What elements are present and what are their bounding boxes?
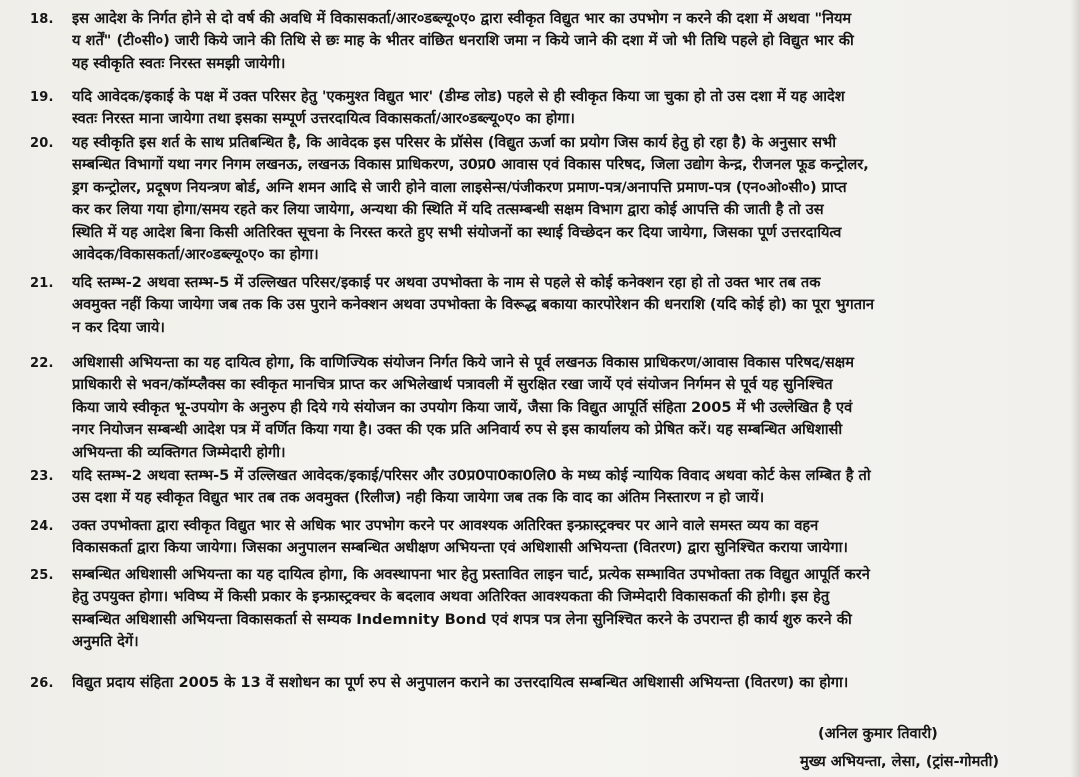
condition-text xyxy=(72,272,1062,339)
condition-line: उस दशा में यह स्वीकृत विद्युत भार तब तक अवमुक्त (रिलीज) नही किया जायेगा जब तक कि वाद का अंतिम निस्तारण न हो जायें। xyxy=(72,489,765,507)
condition-line: विद्युत प्रदाय संहिता 2005 के 13 वें सशोधन का पूर्ण रुप से अनुपालन कराने का उत्तरदायित्व सम्बन्धित अधिशासी अभियन्ता (वितरण) का होगा। xyxy=(72,674,849,691)
condition-number: 24. xyxy=(30,519,54,534)
condition-line: न कर दिया जाये। xyxy=(72,318,165,336)
condition-line: अनुमति देगें। xyxy=(72,633,139,651)
condition-line: अवमुक्त नहीं किया जायेगा जब तक कि उस पुराने कनेक्शन अथवा उपभोक्ता के विरूद्ध बकाया कारपोरेशन की धनराशि (यदि कोई हो) का पूरा भुगतान xyxy=(72,296,874,314)
condition-line: सम्बन्धित विभागों यथा नगर निगम लखनऊ, लखनऊ विकास प्राधिकरण, उ0प्र0 आवास एवं विकास परिषद, जिला उद्योग केन्द्र, रीजनल फूड कन्ट्रोलर, xyxy=(72,156,869,174)
condition-text xyxy=(72,86,1062,131)
condition-line: नगर नियोजन सम्बन्धी आदेश पत्र में वर्णित किया गया है। उक्त की एक प्रति अनिवार्य रुप से इस कार्यालय को प्रेषित करें। यह सम्बन्धित अधिशासी xyxy=(72,421,843,439)
condition-line: स्थिति में यह आदेश बिना किसी अतिरिक्त सूचना के निरस्त करते हुए सभी संयोजनों का स्थाई विच्छेदन कर दिया जायेगा, जिसका पूर्ण उत्तरदायित्व xyxy=(72,223,842,241)
condition-number: 22. xyxy=(30,356,54,371)
condition-line: यदि आवेदक/इकाई के पक्ष में उक्त परिसर हेतु 'एकमुश्त विद्युत भार' (डीम्ड लोड) पहले से ही स्वीकृत किया जा चुका हो तो उस दशा में यह आदेश xyxy=(72,88,845,105)
condition-number: 19. xyxy=(30,90,54,105)
condition-line: आवेदक/विकासकर्ता/आर०डब्ल्यू०ए० का होगा। xyxy=(72,246,319,264)
condition-text xyxy=(72,515,1062,560)
condition-number: 25. xyxy=(30,568,54,583)
condition-line: किया जाये स्वीकृत भू-उपयोग के अनुरुप ही दिये गये संयोजन का उपयोग किया जायें, जैसा कि विद्युत आपूर्ति संहिता 2005 में भी उल्लेखित है एवं xyxy=(72,398,853,416)
condition-line: कर कर लिया गया होगा/समय रहते कर लिया जायेगा, अन्यथा की स्थिति में यदि तत्सम्बन्धी सक्षम विभाग द्वारा कोई आपत्ति की जाती है तो उस xyxy=(72,201,824,219)
condition-line: प्राधिकारी से भवन/कॉम्प्लैक्स का स्वीकृत मानचित्र प्राप्त कर अभिलेखार्थ पत्रावली में सुरक्षित रखा जायें एवं संयोजन निर्गमन से पूर्व यह सुनिश्चित xyxy=(72,376,833,394)
condition-line: इस आदेश के निर्गत होने से दो वर्ष की अवधि में विकासकर्ता/आर०डब्ल्यू०ए० द्वारा स्वीकृत विद्युत भार का उपभोग न करने की दशा में अथवा "नियम xyxy=(72,10,852,27)
condition-line: यदि स्तम्भ-2 अथवा स्तम्भ-5 में उल्लिखत आवेदक/इकाई/परिसर और उ0प्र0पा0का0लि0 के मध्य कोई न्यायिक विवाद अथवा कोर्ट केस लम्बित है तो xyxy=(72,467,871,484)
condition-line: य शर्तें" (टी०सी०) जारी किये जाने की तिथि से छः माह के भीतर वांछित धनराशि जमा न किये जाने की दशा में जो भी तिथि पहले हो विद्युत भार की xyxy=(72,32,854,50)
condition-text xyxy=(72,465,1062,510)
condition-number: 26. xyxy=(30,676,54,691)
condition-line: यह स्वीकृति इस शर्त के साथ प्रतिबन्धित है, कि आवेदक इस परिसर के प्रॉसेस (विद्युत ऊर्जा का प्रयोग जिस कार्य हेतु हो रहा है) के अनुसार सभी xyxy=(72,134,836,151)
condition-line: स्वतः निरस्त माना जायेगा तथा इसका सम्पूर्ण उत्तरदायित्व विकासकर्ता/आर०डब्ल्यू०ए० का होगा। xyxy=(72,110,575,128)
condition-text xyxy=(72,352,1062,464)
condition-number: 18. xyxy=(30,12,54,27)
condition-text xyxy=(72,8,1062,75)
condition-line: अधिशासी अभियन्ता का यह दायित्व होगा, कि वाणिज्यिक संयोजन निर्गत किये जाने से पूर्व लखनऊ विकास प्राधिकरण/आवास विकास परिषद/सक्षम xyxy=(72,354,854,371)
signature-block xyxy=(800,720,1070,776)
condition-line: सम्बन्धित अधिशासी अभियन्ता विकासकर्ता से सम्यक Indemnity Bond एवं शपत्र पत्र लेना सुनिश्चित करने के उपरान्त ही कार्य शुरु करने की xyxy=(72,610,852,628)
condition-line: सम्बन्धित अधिशासी अभियन्ता का यह दायित्व होगा, कि अवस्थापना भार हेतु प्रस्तावित लाइन चार्ट, प्रत्येक सम्भावित उपभोक्ता तक विद्युत आपूर्ति करने xyxy=(72,566,870,583)
condition-number: 20. xyxy=(30,136,54,151)
condition-line: विकासकर्ता द्वारा किया जायेगा। जिसका अनुपालन सम्बन्धित अधीक्षण अभियन्ता एवं अधिशासी अभियन्ता (वितरण) द्वारा सुनिश्चित कराया जायेगा। xyxy=(72,539,848,557)
condition-number: 23. xyxy=(30,469,54,484)
page-edge-shadow xyxy=(1070,0,1080,777)
condition-number: 21. xyxy=(30,276,54,291)
condition-line: हेतु उपयुक्त होगा। भविष्य में किसी प्रकार के इन्फ्रास्ट्रक्चर के बदलाव अथवा अतिरिक्त आवश्यकता की जिम्मेदारी विकासकर्ता की होगी। इस हेतु xyxy=(72,588,830,606)
signatory-designation: मुख्य अभियन्ता, लेसा, (ट्रांस-गोमती) xyxy=(800,753,1000,770)
condition-line: यदि स्तम्भ-2 अथवा स्तम्भ-5 में उल्लिखत परिसर/इकाई पर अथवा उपभोक्ता के नाम से पहले से कोई कनेक्शन रहा हो तो उक्त भार तब तक xyxy=(72,274,821,291)
signatory-name: (अनिल कुमार तिवारी) xyxy=(818,725,938,742)
condition-line: उक्त उपभोक्ता द्वारा स्वीकृत विद्युत भार से अधिक भार उपभोग करने पर आवश्यक अतिरिक्त इन्फ्रास्ट्रक्चर पर आने वाले समस्त व्यय का वहन xyxy=(72,517,819,534)
condition-text xyxy=(72,564,1062,654)
condition-line: ड्रग कन्ट्रोलर, प्रदूषण नियन्त्रण बोर्ड, अग्नि शमन आदि से जारी होने वाला लाइसेन्स/पंजीकरण प्रमाण-पत्र/अनापत्ति प्रमाण-पत्र (एन०ओ०सी०) प्राप्त xyxy=(72,178,847,196)
condition-text xyxy=(72,132,1062,266)
condition-line: अभियन्ता की व्यक्तिगत जिम्मेदारी होगी। xyxy=(72,443,286,461)
condition-text xyxy=(72,672,1062,694)
condition-line: यह स्वीकृति स्वतः निरस्त समझी जायेगी। xyxy=(72,54,286,72)
